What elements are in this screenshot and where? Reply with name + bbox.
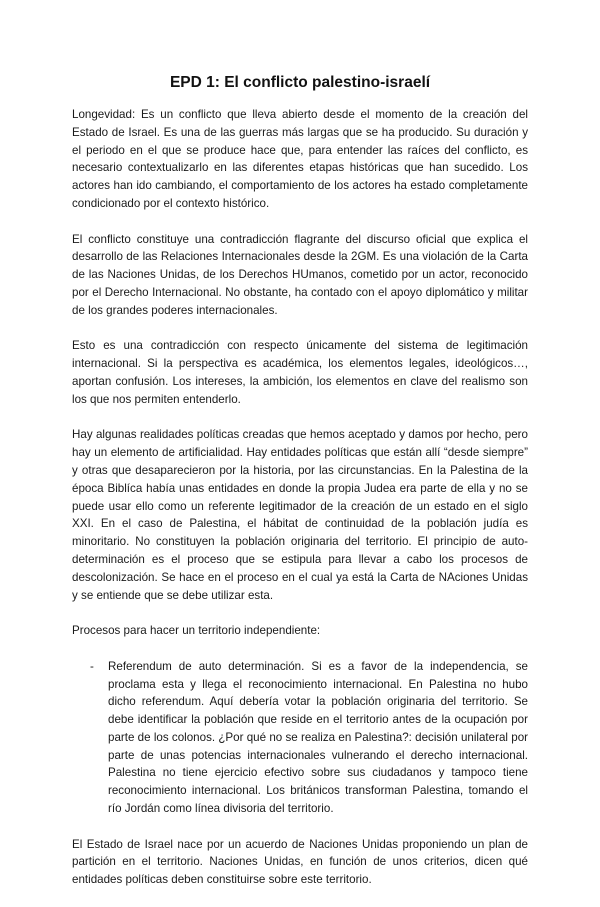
paragraph-realidades-politicas: Hay algunas realidades políticas creadas que hemos aceptado y damos por hecho, pero hay un elemento de artificialidad. Hay entidades políticas que están allí “desde siempre” y otras que desaparecieron por la historia, por las circunstancias. En la Palestina de la época Biblíca había unas entidades en donde la propia Judea era parte de ella y no se puede usar ello como un referente legitimador de la creación de un estado en el siglo XXI. En el caso de Palestina, el hábitat de continuidad de la población judía es minoritario. No constituyen la población originaria del territorio. El principio de auto-determinación es el proceso que se estipula para llevar a cabo los procesos de descolonización. Se hace en el proceso en el cual ya está la Carta de NAciones Unidas y se entiende que se debe utilizar esta. [72,428,528,602]
paragraph-contradiccion: El conflicto constituye una contradicción flagrante del discurso oficial que explica el desarrollo de las Relaciones Internacionales desde la 2GM. Es una violación de la Carta de las Naciones Unidas, de los Derechos HUmanos, cometido por un actor, reconocido por el Derecho Internacional. No obstante, ha contado con el apoyo diplomático y militar de los grandes poderes internacionales. [72,232,528,317]
paragraph-procesos-heading: Procesos para hacer un territorio independiente: [72,624,321,638]
list-item [72,658,528,818]
paragraph-longevidad: Longevidad: Es un conflicto que lleva abierto desde el momento de la creación del Estado de Israel. Es una de las guerras más largas que se ha producido. Su duración y el periodo en el que se produce hace que, para entender las raíces del conflicto, es necesario contextualizarlo en las diferentes etapas históricas que han sucedido. Los actores han ido cambiando, el comportamiento de los actores ha estado completamente condicionado por el contexto histórico. [72,108,528,210]
dash-bullet: - [90,659,94,673]
process-list [72,658,528,818]
list-item-text: Referendum de auto determinación. Si es a favor de la independencia, se proclama esta y llega el reconocimiento internacional. En Palestina no hubo dicho referendum. Aquí debería votar la población originaria del territorio. Se debe identificar la población que reside en el territorio antes de la ocupación por parte de los colonos. ¿Por qué no se realiza en Palestina?: decisión unilateral por parte de unas potencias internacionales vulnerando el derecho internacional. Palestina no tiene ejercicio efectivo sobre sus ciudadanos y tampoco tiene reconocimiento internacional. Los británicos transforman Palestina, tomando el río Jordán como línea divisoria del territorio. [108,659,528,816]
document-body [72,106,528,907]
document-title: EPD 1: El conflicto palestino-israelí [169,74,431,91]
paragraph-legitimacion: Esto es una contradicción con respecto únicamente del sistema de legitimación internacional. Si la perspectiva es académica, los elementos legales, ideológicos…, aportan confusión. Los intereses, la ambición, los elementos en clave del realismo son los que nos permiten entenderlo. [72,339,528,406]
paragraph-estado-israel: El Estado de Israel nace por un acuerdo de Naciones Unidas proponiendo un plan de partición en el territorio. Naciones Unidas, en función de unos criterios, dicen qué entidades políticas deben constituirse sobre este territorio. [72,837,528,887]
